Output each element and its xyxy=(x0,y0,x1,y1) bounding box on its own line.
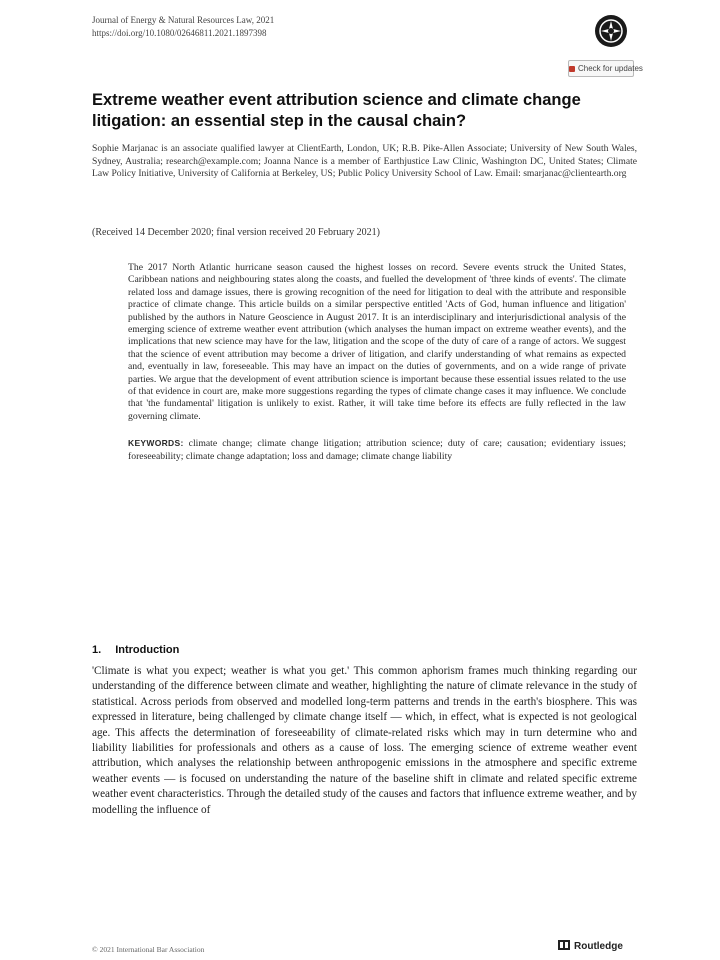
publisher-logo-icon xyxy=(594,14,628,48)
abstract-text: The 2017 North Atlantic hurricane season caused the highest losses on record. Severe events struck the United States, Caribbean nations and neighbouring states along the coasts, and fuelled the development of 'three kinds of events'. The climate related loss and damage issues, there is growing recognition of the need for litigation to deal with the attribute and responsible practice of climate change. This article builds on a similar perspective entitled 'Acts of God, human influence and litigation' published by the authors in Nature Geoscience in August 2017. It is an interdisciplinary and interjurisdictional analysis of the emerging science of extreme weather event attribution (which analyses the human impact on extreme weather events), and the implications that new science may have for the law, litigation and the scope of the duty of care of a range of actors. We suggest that the science of event attribution may become a driver of litigation, and clarify understanding of what remains as expected and, eventually in law, foreseeable. This may have an impact on the duties of governments, and on a wide range of private parties. We argue that the development of event attribution science is important because these essential issues related to the use of that evidence in court are, make more suggestions regarding the types of climate change cases it may influence. We conclude that 'the fundamental' litigation is unlikely to exist. Rather, it will take time before its effects are fully reflected in the law governing climate. xyxy=(128,262,626,422)
section-heading xyxy=(92,644,179,656)
keywords xyxy=(128,437,626,463)
received-date: (Received 14 December 2020; final version received 20 February 2021) xyxy=(92,227,380,238)
copyright-notice: © 2021 International Bar Association xyxy=(92,945,205,954)
abstract-block xyxy=(128,262,626,463)
section-title: Introduction xyxy=(115,644,180,656)
update-icon xyxy=(569,66,575,72)
journal-header xyxy=(92,14,512,40)
publisher-mark xyxy=(558,940,623,952)
doi-link[interactable]: https://doi.org/10.1080/02646811.2021.1897398 xyxy=(92,28,267,38)
publisher-name: Routledge xyxy=(574,941,623,952)
article-title: Extreme weather event attribution science and climate change litigation: an essential step in the causal chain? xyxy=(92,91,581,130)
check-for-updates-label: Check for updates xyxy=(578,64,643,73)
keywords-list: climate change; climate change litigation; attribution science; duty of care; causation; evidentiary issues; foreseeability; climate change adaptation; loss and damage; climate change liability xyxy=(128,438,626,462)
journal-name: Journal of Energy & Natural Resources Law, 2021 xyxy=(92,15,275,25)
section-number: 1. xyxy=(92,644,102,656)
introduction-body: 'Climate is what you expect; weather is what you get.' This common aphorism frames much thinking regarding our understanding of the difference between climate and weather, highlighting the nature of climate relevance in the study of statistical. Across periods from observed and modelled long-term patterns and trends in the earth's biosphere. This was expressed in literature, being challenged by climate change itself — which, in effect, what is expected is not geological age. This affects the determination of foreseeability of climate-related risks which may in turn determine who and liability liabilities for professionals and others as a cause of loss. The emerging science of extreme weather event attribution, which analyses the relationship between anthropogenic emissions in the atmosphere and specific extreme weather events — is focused on understanding the nature of the baseline shift in climate and related specific extreme weather event characteristics. Through the detailed study of the causes and factors that influence extreme weather, and by modelling the influence of xyxy=(92,665,637,816)
check-for-updates-button[interactable] xyxy=(568,60,643,77)
routledge-icon xyxy=(558,940,570,950)
keywords-label: KEYWORDS: xyxy=(128,438,184,449)
author-affiliation: Sophie Marjanac is an associate qualified lawyer at ClientEarth, London, UK; R.B. Pike-Allen Associate; University of New South Wales, Sydney, Australia; research@example.com; Joanna Nance is a member of Earthjustice Law Clinic, Washington DC, United States; Climate Law Policy Initiative, University of California at Berkeley, US; Public Policy University School of Law. Email: smarjanac@clientearth.org xyxy=(92,143,637,180)
